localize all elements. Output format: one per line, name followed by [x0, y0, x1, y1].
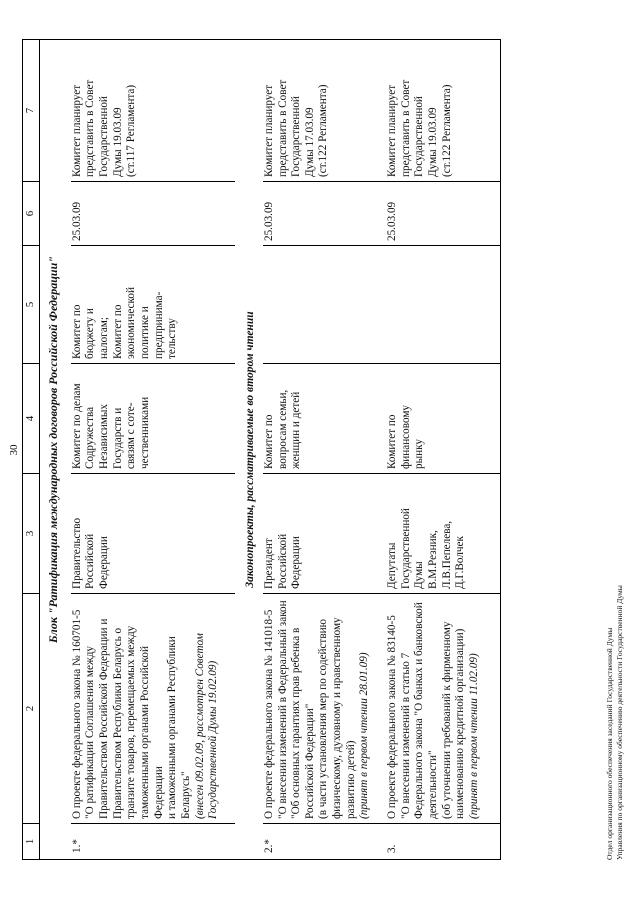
initiator [386, 474, 500, 594]
co-executor-line: предпринима- [152, 291, 165, 359]
co-executor-line: политике и [138, 306, 151, 359]
plan-line: представить в Совет [276, 79, 289, 177]
page-number: 30 [8, 444, 20, 456]
responsible-committee [263, 364, 386, 474]
description-line: "О внесении изменений в статью 7 [399, 652, 412, 819]
footer-line: Отдел организационного обеспечения заседаний Государственной Думы [605, 627, 614, 860]
column-number: 4 [23, 364, 40, 474]
bill-description [386, 594, 500, 824]
description-note: (внесен 09.02.09, рассмотрен Советом [193, 633, 206, 819]
plan-line: Думы 17.03.09 [303, 107, 316, 177]
committee-line: Независимых [97, 404, 110, 469]
co-executors [263, 246, 386, 364]
initiator-line: В.М.Резник, [427, 530, 440, 589]
initiator-line: Думы [413, 561, 426, 589]
committee-line: Комитет по [386, 414, 399, 469]
date: 25.03.09 [263, 182, 386, 246]
plan-line: Комитет планирует [262, 84, 275, 177]
description-line: Федерального закона "О банках и банковской [413, 602, 426, 819]
row-number: 1.* [71, 824, 235, 860]
initiator-line: Федерации [97, 536, 110, 589]
committee-line: чественниками [138, 396, 151, 469]
plan-line: Думы 19.03.09 [111, 107, 124, 177]
footer-line: Управления по организационному обеспечению деятельности Государственной Думы [615, 585, 625, 860]
initiator-line: Правительство [70, 517, 83, 589]
initiator-line: Федерации [290, 536, 303, 589]
initiator-line: Президент [262, 538, 275, 589]
co-executors [386, 246, 500, 364]
plan-line: Комитет планирует [70, 84, 83, 177]
description-line: "О ратификации Соглашения между [84, 646, 97, 819]
section-title: Законопроекты, рассматриваемые во втором чтении [235, 40, 263, 860]
description-line: "О внесении изменений в Федеральный закон [276, 600, 289, 819]
column-number: 5 [23, 246, 40, 364]
description-note: Государственной Думы 19.02.09) [207, 660, 220, 819]
column-number: 7 [23, 40, 40, 182]
description-line: таможенными органами Российской Федерации [138, 646, 165, 819]
plan-line: Государственной [290, 96, 303, 177]
description-line: (об уточнении требований к фирменному [440, 621, 453, 819]
co-executor-line: налогам; [97, 317, 110, 359]
row-number: 3. [386, 824, 500, 860]
description-line: Беларусь" [179, 771, 192, 819]
initiator-line: Л.В.Пепелева, [440, 520, 453, 589]
committee-line: женщин и детей [290, 391, 303, 469]
agenda-table [22, 39, 501, 860]
table-row [71, 40, 235, 860]
plan-line: (ст.122 Регламента) [317, 84, 330, 177]
description-line: Правительством Российской Федерации и [97, 618, 110, 819]
table-row [263, 40, 386, 860]
initiator-line: Российской [276, 533, 289, 589]
initiator-line: Депутаты [386, 542, 399, 589]
initiator-line: Государственной [399, 508, 412, 589]
initiator [263, 474, 386, 594]
co-executor-line: тельству [166, 318, 179, 359]
committee-line: Комитет по делам [70, 383, 83, 469]
column-number: 3 [23, 474, 40, 594]
co-executor-line: бюджету и [84, 308, 97, 359]
description-line: транзите товаров, перемещаемых между [125, 625, 138, 819]
responsible-committee [71, 364, 235, 474]
description-line: О проекте федерального закона № 160701-5 [70, 609, 83, 819]
plan-note [386, 40, 500, 182]
description-line: "Об основных гарантиях прав ребенка в [290, 627, 303, 819]
column-number-row [23, 40, 40, 860]
co-executor-line: Комитет по [70, 304, 83, 359]
column-number: 1 [23, 824, 40, 860]
page-footer [605, 585, 625, 860]
initiator [71, 474, 235, 594]
initiator-line: Д.Г.Волчек [454, 536, 467, 589]
column-number: 6 [23, 182, 40, 246]
co-executor-line: Комитет по [111, 304, 124, 359]
date: 25.03.09 [71, 182, 235, 246]
plan-line: представить в Совет [84, 79, 97, 177]
co-executor-line: экономической [125, 287, 138, 359]
committee-line: финансовому [399, 405, 412, 469]
description-line: развитию детей) [344, 740, 357, 819]
column-number: 2 [23, 594, 40, 824]
co-executors [71, 246, 235, 364]
table-row [386, 40, 500, 860]
committee-line: связям с соте- [125, 402, 138, 469]
plan-note [263, 40, 386, 182]
description-line: деятельности" [427, 750, 440, 819]
plan-line: представить в Совет [399, 79, 412, 177]
description-line: и таможенными органами Республики [166, 636, 179, 819]
plan-line: Комитет планирует [386, 84, 399, 177]
responsible-committee [386, 364, 500, 474]
description-note: (принят в первом чтении 11.02.09) [468, 653, 481, 819]
initiator-line: Российской [84, 533, 97, 589]
plan-line: Думы 19.03.09 [427, 107, 440, 177]
committee-line: Комитет по [262, 414, 275, 469]
plan-line: (ст.122 Регламента) [440, 84, 453, 177]
description-line: Российской Федерации" [303, 703, 316, 819]
committee-line: Государств и [111, 407, 124, 469]
bill-description [71, 594, 235, 824]
block-title: Блок "Ратификация международных договоров Российской Федерации" [40, 40, 71, 860]
plan-note [71, 40, 235, 182]
plan-line: (ст.117 Регламента) [125, 84, 138, 177]
committee-line: вопросам семьи, [276, 389, 289, 469]
description-note: (принят в первом чтении 28.01.09) [358, 652, 371, 819]
plan-line: Государственной [97, 96, 110, 177]
plan-line: Государственной [413, 96, 426, 177]
committee-line: Содружества [84, 406, 97, 469]
bill-description [263, 594, 386, 824]
description-line: О проекте федерального закона № 141018-5 [262, 609, 275, 819]
date: 25.03.09 [386, 182, 500, 246]
description-line: (в части установления мер по содействию [317, 619, 330, 819]
description-line: физическому, духовному и нравственному [331, 617, 344, 819]
description-line: О проекте федерального закона № 83140-5 [386, 615, 399, 819]
description-line: наименованию кредитной организации) [454, 628, 467, 819]
committee-line: рынку [413, 439, 426, 469]
row-number: 2.* [263, 824, 386, 860]
description-line: Правительством Республики Беларусь о [111, 627, 124, 819]
